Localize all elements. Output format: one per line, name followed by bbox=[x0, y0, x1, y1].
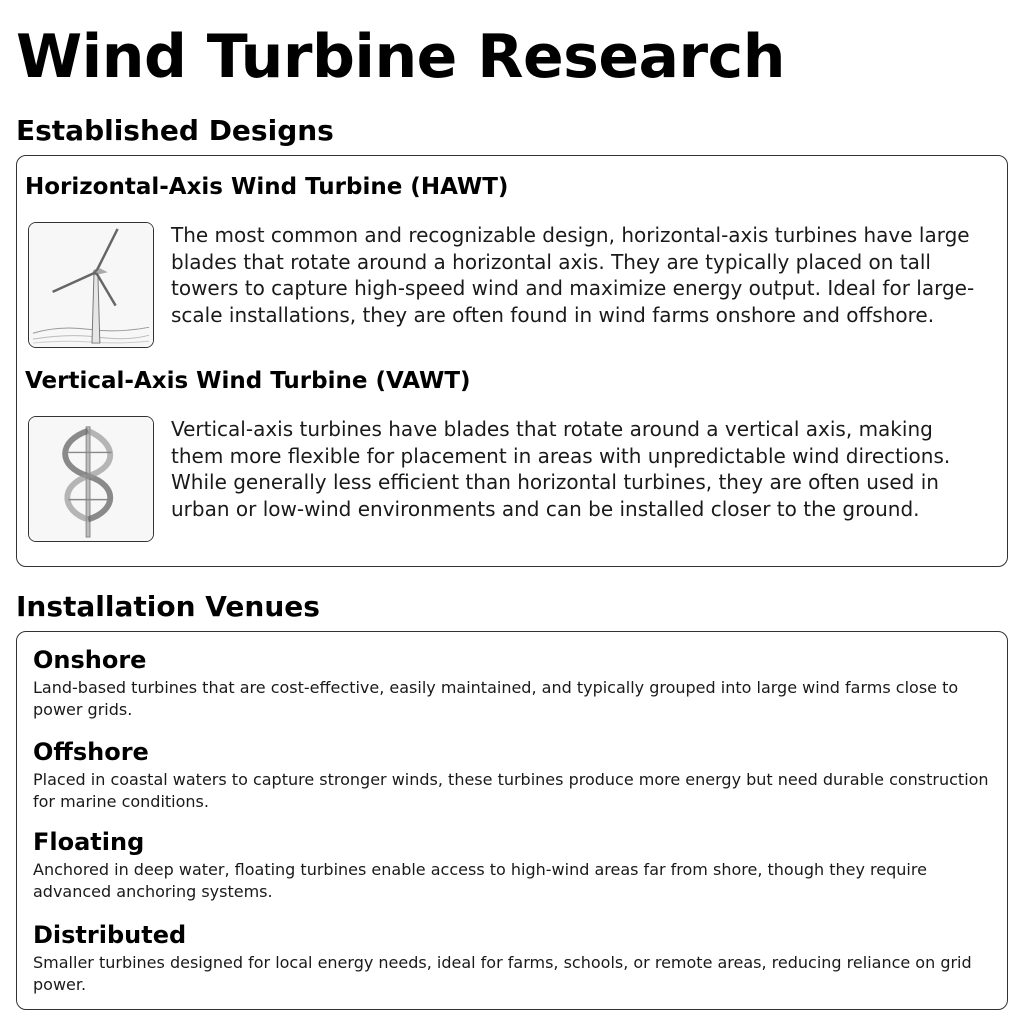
hawt-description: The most common and recognizable design, horizontal-axis turbines have large blades that rotate around a horizontal axis. They are typically placed on tall towers to capture high-speed wind and maximize energy output. Ideal for large-scale installations, they are often found in wind farms onshore and offshore. bbox=[171, 223, 975, 327]
venue-distributed-description: Smaller turbines designed for local energy needs, ideal for farms, schools, or remote areas, reducing reliance on grid power. bbox=[33, 953, 972, 994]
hawt-title: Horizontal-Axis Wind Turbine (HAWT) bbox=[25, 174, 509, 200]
venue-floating-description: Anchored in deep water, floating turbines enable access to high-wind areas far from shore, though they require advanced anchoring systems. bbox=[33, 860, 927, 901]
venue-onshore-title: Onshore bbox=[33, 646, 147, 674]
vawt-sketch-icon bbox=[28, 416, 154, 542]
established-designs-card bbox=[16, 155, 1008, 567]
venue-floating bbox=[33, 827, 998, 903]
venue-floating-title: Floating bbox=[33, 828, 145, 856]
installation-venues-heading: Installation Venues bbox=[16, 590, 320, 623]
venue-distributed-title: Distributed bbox=[33, 921, 187, 949]
venue-onshore-description: Land-based turbines that are cost-effective, easily maintained, and typically grouped into large wind farms close to power grids. bbox=[33, 678, 959, 719]
venue-offshore bbox=[33, 737, 998, 813]
hawt-sketch-svg bbox=[29, 223, 153, 347]
installation-venues-card bbox=[16, 631, 1008, 1010]
established-designs-heading: Established Designs bbox=[16, 114, 334, 147]
vawt-sketch-svg bbox=[29, 417, 153, 541]
vawt-description: Vertical-axis turbines have blades that rotate around a vertical axis, making them more flexible for placement in areas with unpredictable wind directions. While generally less efficient than horizontal turbines, they are often used in urban or low-wind environments and can be installed closer to the ground. bbox=[171, 417, 951, 521]
venue-offshore-description: Placed in coastal waters to capture stronger winds, these turbines produce more energy but need durable construction for marine conditions. bbox=[33, 770, 989, 811]
page-title: Wind Turbine Research bbox=[16, 22, 785, 92]
venue-onshore bbox=[33, 645, 998, 721]
hawt-sketch-icon bbox=[28, 222, 154, 348]
vawt-title: Vertical-Axis Wind Turbine (VAWT) bbox=[25, 368, 471, 394]
venue-distributed bbox=[33, 920, 998, 996]
venue-offshore-title: Offshore bbox=[33, 738, 149, 766]
